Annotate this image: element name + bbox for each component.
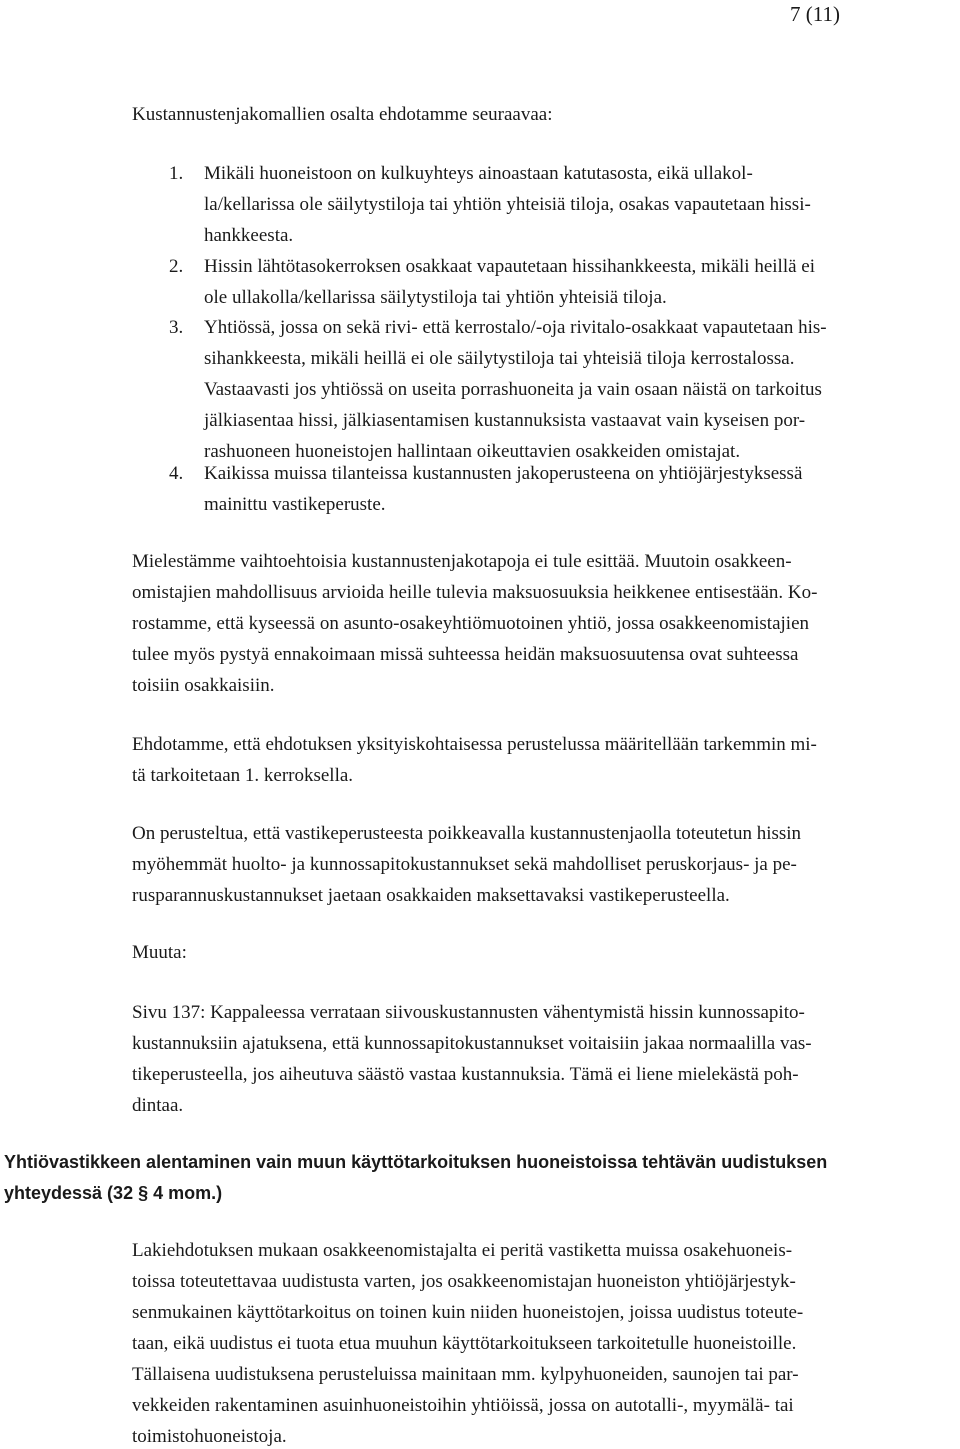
paragraph-line: rostamme, että kyseessä on asunto-osakeyhtiömuotoinen yhtiö, jossa osakkeenomistajien xyxy=(132,613,810,634)
paragraph-line: dintaa. xyxy=(132,1095,184,1116)
paragraph-line: Lakiehdotuksen mukaan osakkeenomistajalta ei peritä vastiketta muissa osakehuoneis- xyxy=(132,1240,793,1261)
paragraph-line: toissa toteutettavaa uudistusta varten, jos osakkeenomistajan huoneiston yhtiöjärjestyk- xyxy=(132,1271,796,1292)
paragraph-line: myöhemmät huolto- ja kunnossapitokustannukset sekä mahdolliset peruskorjaus- ja pe- xyxy=(132,854,797,875)
section-label: Muuta: xyxy=(132,942,187,963)
paragraph-line: On perusteltua, että vastikeperusteesta poikkeavalla kustannustenjaolla toteutetun hissin xyxy=(132,823,802,844)
paragraph-line: tikeperusteella, jos aiheutuva säästö vastaa kustannuksia. Tämä ei liene mielekästä poh- xyxy=(132,1064,799,1085)
paragraph-line: Sivu 137: Kappaleessa verrataan siivouskustannusten vähentymistä hissin kunnossapito- xyxy=(132,1002,805,1023)
page-number: 7 (11) xyxy=(790,2,840,26)
paragraph-line: Mielestämme vaihtoehtoisia kustannustenjakotapoja ei tule esittää. Muutoin osakkeen- xyxy=(132,551,792,572)
paragraph-line: tä tarkoitetaan 1. kerroksella. xyxy=(132,765,354,786)
paragraph-line: senmukainen käyttötarkoitus on toinen kuin niiden huoneistojen, joissa uudistus toteute- xyxy=(132,1302,804,1323)
list-item-text-line: la/kellarissa ole säilytystiloja tai yhtiön yhteisiä tiloja, osakas vapautetaan hissi- xyxy=(204,194,811,215)
paragraph-line: toisiin osakkaisiin. xyxy=(132,675,275,696)
list-item-text-line: Vastaavasti jos yhtiössä on useita porrashuoneita ja vain osaan näistä on tarkoitus xyxy=(204,379,822,400)
list-item-text-line: Yhtiössä, jossa on sekä rivi- että kerrostalo/-oja rivitalo-osakkaat vapautetaan his- xyxy=(204,317,827,338)
paragraph-line: rusparannuskustannukset jaetaan osakkaiden maksettavaksi vastikeperusteella. xyxy=(132,885,730,906)
list-item-text-line: rashuoneen huoneistojen hallintaan oikeuttavien osakkeiden omistajat. xyxy=(204,441,741,462)
paragraph-line: Ehdotamme, että ehdotuksen yksityiskohtaisessa perustelussa määritellään tarkemmin mi- xyxy=(132,734,817,755)
list-item-number: 2. xyxy=(169,256,184,277)
list-item-text-line: Kaikissa muissa tilanteissa kustannusten jakoperusteena on yhtiöjärjestyksessä xyxy=(204,463,803,484)
paragraph-line: taan, eikä uudistus ei tuota etua muuhun käyttötarkoitukseen tarkoitetulle huoneistoille. xyxy=(132,1333,797,1354)
paragraph-line: omistajien mahdollisuus arvioida heille tulevia maksuosuuksia heikkenee entisestään. Ko- xyxy=(132,582,818,603)
intro-text: Kustannustenjakomallien osalta ehdotamme seuraavaa: xyxy=(132,104,553,125)
list-item-number: 3. xyxy=(169,317,184,338)
list-item-text-line: sihankkeesta, mikäli heillä ei ole säilytystiloja tai yhteisiä tiloja kerrostalossa. xyxy=(204,348,795,369)
list-item-text-line: mainittu vastikeperuste. xyxy=(204,494,386,515)
paragraph-line: tulee myös pystyä ennakoimaan missä suhteessa heidän maksuosuutensa ovat suhteessa xyxy=(132,644,799,665)
paragraph-line: kustannuksiin ajatuksena, että kunnossapitokustannukset voitaisiin jakaa normaalilla vas- xyxy=(132,1033,812,1054)
list-item-number: 4. xyxy=(169,463,184,484)
list-item-text-line: jälkiasentaa hissi, jälkiasentamisen kustannuksista vastaavat vain kyseisen por- xyxy=(204,410,806,431)
section-heading: yhteydessä (32 § 4 mom.) xyxy=(4,1183,223,1203)
list-item-text-line: hankkeesta. xyxy=(204,225,294,246)
paragraph-line: vekkeiden rakentaminen asuinhuoneistoihin yhtiöissä, jossa on autotalli-, myymälä- tai xyxy=(132,1395,794,1416)
list-item-number: 1. xyxy=(169,163,184,184)
list-item-text-line: Mikäli huoneistoon on kulkuyhteys ainoastaan katutasosta, eikä ullakol- xyxy=(204,163,753,184)
paragraph-line: toimistohuoneistoja. xyxy=(132,1426,287,1447)
list-item-text-line: ole ullakolla/kellarissa säilytystiloja tai yhtiön yhteisiä tiloja. xyxy=(204,287,667,308)
list-item-text-line: Hissin lähtötasokerroksen osakkaat vapautetaan hissihankkeesta, mikäli heillä ei xyxy=(204,256,815,277)
section-heading: Yhtiövastikkeen alentaminen vain muun käyttötarkoituksen huoneistoissa tehtävän uudistuksen xyxy=(4,1152,828,1172)
paragraph-line: Tällaisena uudistuksena perusteluissa mainitaan mm. kylpyhuoneiden, saunojen tai par- xyxy=(132,1364,799,1385)
